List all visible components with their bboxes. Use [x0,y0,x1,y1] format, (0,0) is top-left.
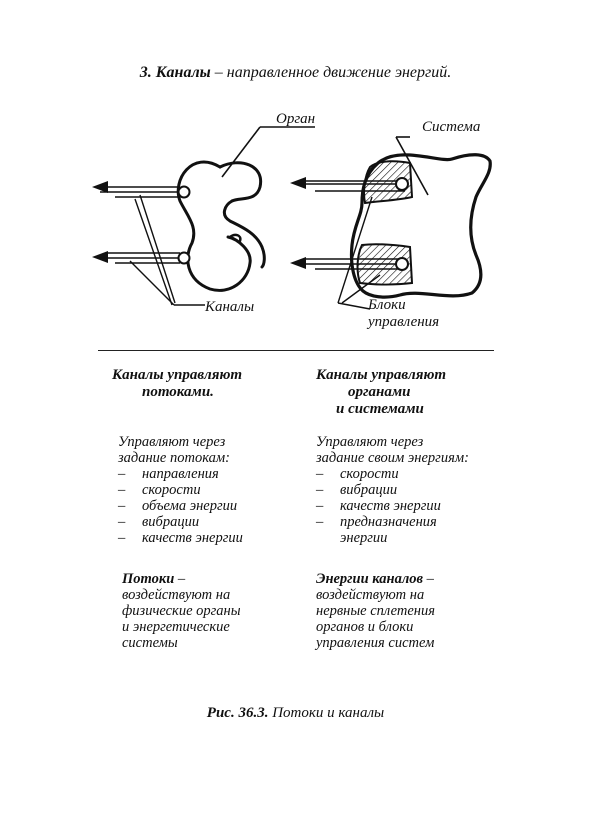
list-item-text: вибрации [340,482,398,498]
list-dash: – [118,530,126,546]
list-item-text: скорости [142,482,201,498]
right-intro-line-1: Управляют через [316,434,424,450]
blocks-leader-3 [338,303,370,309]
divider-rule [98,350,494,351]
right-heading-line-2: органами [348,384,411,400]
diagram [80,105,500,340]
list-dash: – [118,514,126,530]
right-heading-line-1: Каналы управляют [316,367,447,383]
right-effect-line: воздействуют на [316,587,425,603]
left-channel-bottom-end [179,253,190,264]
right-heading-line-3: и системами [336,401,424,417]
label-channels: Каналы [205,299,255,315]
list-dash: – [316,514,324,530]
list-item [118,514,243,530]
left-intro-line-2: задание потокам: [118,450,230,466]
right-effect [316,571,435,651]
left-intro-line-1: Управляют через [118,434,226,450]
right-channel-top-end [396,178,408,190]
left-effect [122,571,241,651]
figure-title [0,64,591,82]
list-item-text: вибрации [142,514,200,530]
list-item-text: качеств энергии [340,498,441,514]
list-dash: – [316,498,324,514]
list-dash: – [118,498,126,514]
right-heading [316,367,446,418]
right-effect-line: органов и блоки [316,619,414,635]
list-item-text: скорости [340,466,399,482]
right-intro-line-2: задание своим энергиям: [316,450,469,466]
left-heading [112,367,242,401]
right-effect-line: управления систем [316,635,435,651]
list-item [316,482,469,498]
list-item-text: объема энергии [142,498,238,514]
right-intro [316,434,469,546]
list-item [316,514,469,530]
right-effect-header [316,571,435,587]
right-effect-bold: Энергии каналов [316,571,423,587]
channels-leader-1 [140,195,175,303]
organ-top-curve [220,163,261,201]
left-effect-rest: – [174,571,186,587]
left-intro [118,434,243,546]
list-dash: – [118,482,126,498]
list-item-text: направления [142,466,219,482]
left-heading-line-2: потоками. [142,384,214,400]
left-effect-line: и энергетические [122,619,230,635]
list-item [118,530,243,546]
list-item-text: качеств энергии [142,530,243,546]
left-effect-header [122,571,241,587]
list-item [118,498,243,514]
list-item [118,466,243,482]
right-channel-bottom-end [396,258,408,270]
figure-caption [0,705,591,722]
caption-bold: Рис. 36.3. [206,705,269,721]
title-bold: 3. Каналы [139,64,211,81]
left-effect-line: физические органы [122,603,241,619]
left-channel-top-arrow [92,181,108,193]
label-blocks-line-1: Блоки [368,297,406,313]
channels-leader-3 [130,261,174,305]
right-channel-bottom-arrow [290,257,306,269]
list-item [316,498,469,514]
list-item-text: предназначения [340,514,437,530]
title-rest: – направленное движение энергий. [210,64,452,81]
left-heading-line-1: Каналы управляют [112,367,243,383]
left-effect-line: системы [122,635,178,651]
left-channel-bottom-arrow [92,251,108,263]
right-effect-line: нервные сплетения [316,603,435,619]
right-list [316,466,469,546]
list-item [118,482,243,498]
list-item-continuation [316,530,469,546]
list-dash: – [316,466,324,482]
list-item [316,466,469,482]
channels-leader-2 [135,199,172,305]
list-dash: – [118,466,126,482]
left-list [118,466,243,546]
list-dash: – [316,482,324,498]
right-effect-rest: – [423,571,434,587]
label-blocks [368,297,439,331]
label-blocks-line-2: управления [368,314,440,330]
left-channel-top-end [179,187,190,198]
left-effect-line: воздействуют на [122,587,231,603]
label-organ: Орган [276,111,316,127]
caption-rest: Потоки и каналы [268,705,385,721]
left-effect-bold: Потоки [122,571,175,587]
list-item-text: энергии [340,530,388,546]
right-channel-top-arrow [290,177,306,189]
label-system: Система [422,119,481,135]
organ-hilum [224,201,264,267]
